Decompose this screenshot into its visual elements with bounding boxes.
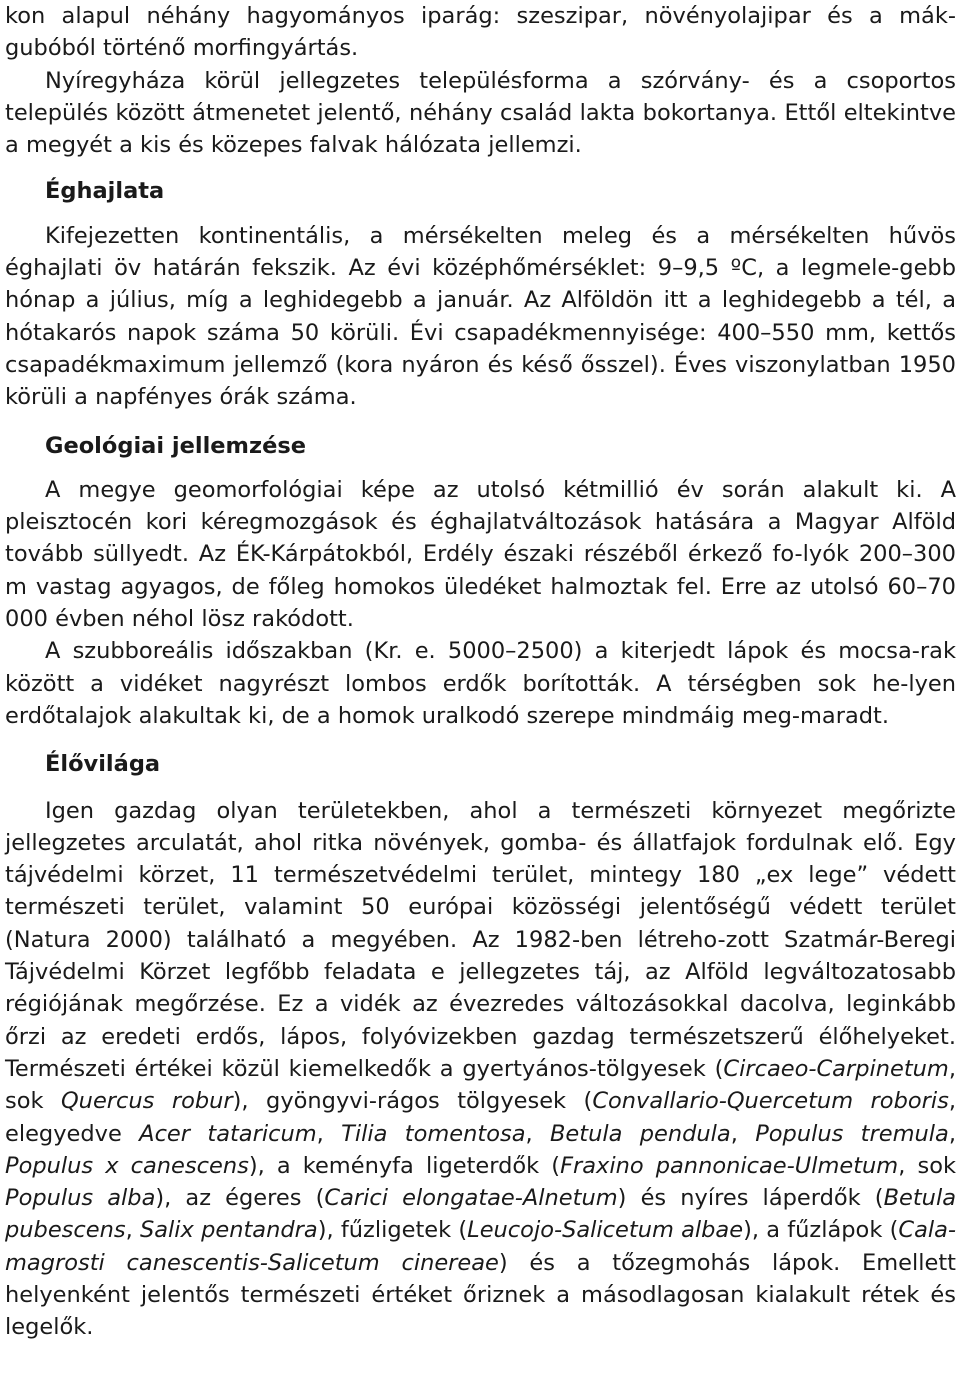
species-name: Acer tataricum [139,1120,317,1147]
wildlife-heading: Élővilága [45,751,161,778]
species-name: Circaeo-Carpinetum [723,1055,949,1082]
wildlife-text: ), gyöngyvi-rágos tölgyesek ( [232,1088,593,1115]
geology-paragraph-2: A szubboreális időszakban (Kr. e. 5000–2500) a kiterjedt lápok és mocsa-rak között a vidéket nagyrészt lombos erdők borították. A térségben sok he-lyen erdőtalajok alakultak ki, de a homok uralkodó szerepe mindmáig meg-maradt. [5,638,956,729]
species-name: Betula pubescens [5,1185,956,1244]
wildlife-text: ), a keményfa ligeterdők ( [248,1152,561,1179]
wildlife-text: Igen gazdag olyan területekben, ahol a természeti környezet megőrizte jellegzetes arculatát, ahol ritka növények, gomba- és állatfajok fordulnak elő. Egy tájvédelmi körzet, 11 természetvédelmi terület, mintegy 180 „ex lege” védett természeti terület, valamint 50 európai közösségi jelentőségű védett terület (Natura 2000) található a megyében. Az 1982-ben létreho-zott Szatmár-Beregi Tájvédelmi Körzet legfőbb feladata e jellegzetes táj, az Alföld legváltozatosabb régiójának megőrzése. Ez a vidék az évezredes változásokkal dacolva, leginkább őrzi az eredeti erdős, lápos, folyóvizekben gazdag természetszerű élőhelyeket. Természeti értékei közül kiemelkedők a gyertyános-tölgyesek ( [5,797,956,1082]
wildlife-text: , [316,1120,342,1147]
wildlife-text: , [730,1120,756,1147]
wildlife-text: ), fűzligetek ( [317,1217,468,1244]
wildlife-text: , sok [5,1055,956,1115]
wildlife-text: , [125,1217,140,1244]
wildlife-text: , elegyedve [5,1088,956,1147]
intro-paragraph: Nyíregyháza körül jellegzetes településforma a szórvány- és a csoportos település között átmenetet jelentő, néhány család lakta bokortanya. Ettől eltekintve a megyét a kis és közepes falvak hálózata jellemzi. [5,67,956,159]
species-name: Tilia tomentosa [341,1120,526,1147]
species-name: Carici elongatae-Alnetum [324,1185,618,1212]
species-name: Convallario-Quercetum roboris [592,1088,949,1115]
intro-continuation: kon alapul néhány hagyományos iparág: szeszipar, növényolajipar és a mák-gubóból történő morfingyártás. [5,3,956,62]
wildlife-text: , [948,1120,956,1147]
species-name: Cala-magrosti canescentis-Salicetum cinereae [5,1217,957,1276]
wildlife-text: ), az égeres ( [155,1185,325,1212]
wildlife-text: ) és a tőzegmohás lápok. Emellett helyenként jelentős természeti értéket őriznek a másodlagosan kialakult rétek és legelők. [5,1249,956,1341]
species-name: Fraxino pannonicae-Ulmetum [560,1152,899,1179]
species-name: Salix pentandra [139,1217,318,1244]
wildlife-text: ), a fűzlápok ( [743,1217,899,1244]
species-name: Quercus robur [60,1088,233,1115]
species-name: Populus alba [5,1185,156,1212]
wildlife-text: ) és nyíres láperdők ( [617,1185,884,1212]
climate-paragraph: Kifejezetten kontinentális, a mérsékelten meleg és a mérsékelten hűvös éghajlati öv határán fekszik. Az évi középhőmérséklet: 9–9,5 ºC, a legmele-gebb hónap a július, míg a leghidegebb a január. Az Alföldön itt a leghidegebb a tél, a hótakarós napok száma 50 körüli. Évi csapadékmennyisége: 400–550 mm, kettős csapadékmaximum jellemző (kora nyáron és késő ősszel). Éves viszonylatban 1950 körüli a napfényes órák száma. [5,222,956,411]
wildlife-paragraph [5,795,956,1344]
wildlife-text: , sok [898,1152,956,1179]
species-name: Leucojo-Salicetum albae [467,1217,744,1244]
species-name: Populus tremula [755,1120,949,1147]
geology-paragraph-1: A megye geomorfológiai képe az utolsó kétmillió év során alakult ki. A pleisztocén kori kéregmozgások és éghajlatváltozások hatására a Magyar Alföld tovább süllyedt. Az ÉK-Kárpátokból, Erdély északi részéből érkező fo-lyók 200–300 m vastag agyagos, de főleg homokos üledéket halmoztak fel. Erre az utolsó 60–70 000 évben néhol lösz rakódott. [5,476,956,633]
climate-heading: Éghajlata [45,178,165,205]
species-name: Populus x canescens [5,1152,249,1179]
wildlife-text: , [525,1120,550,1147]
species-name: Betula pendula [550,1120,731,1147]
geology-heading: Geológiai jellemzése [45,432,307,459]
